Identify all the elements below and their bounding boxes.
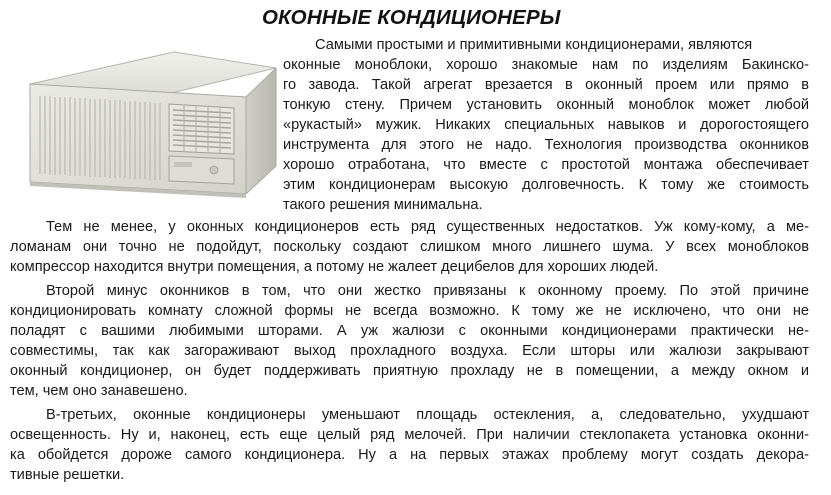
text-line: такого решения минимальна. xyxy=(283,197,483,213)
text-line: этим кондиционерам высокую долговечность. К тому же стоимость xyxy=(283,177,809,193)
text-line: освещенность. Ну и, наконец, есть еще целый ряд мелочей. При наличии стеклопакета установка оконни- xyxy=(10,427,809,443)
text-line: «рукастый» мужик. Никаких специальных навыков и дорогостоящего xyxy=(283,117,809,133)
text-line: тивные решетки. xyxy=(10,467,125,483)
text-line: поладят с вашими любимыми шторами. А уж жалюзи с оконными кондиционерами практически не- xyxy=(10,323,809,339)
article-title: ОКОННЫЕ КОНДИЦИОНЕРЫ xyxy=(262,6,561,29)
window-air-conditioner-icon xyxy=(24,44,279,214)
text-line: оконные моноблоки, хорошо знакомые нам по изделиям Бакинско- xyxy=(283,57,809,73)
text-line: Самыми простыми и примитивными кондиционерами, являются xyxy=(315,37,753,53)
text-line: хорошо отработана, что вместе с простотой монтажа обеспечивает xyxy=(283,157,809,173)
text-line: ломанам они точно не подойдут, поскольку создают слишком много лишнего шума. У всех моноблоков xyxy=(10,239,809,255)
text-line: тем, чем оно занавешено. xyxy=(10,383,188,399)
text-line: совместимы, так как загораживают выход прохладного воздуха. Если шторы или жалюзи закрывают xyxy=(10,343,809,359)
text-line: ка обойдется дороже самого кондиционера. Ну а на первых этажах проблему могут создать декора- xyxy=(10,447,809,463)
text-line: оконный кондиционер, он будет поддерживать приятную прохладу не в помещении, а между окном и xyxy=(10,363,809,379)
text-line: компрессор находится внутри помещения, а потому не жалеет децибелов для хороших людей. xyxy=(10,259,659,275)
text-line: инструмента для этого не надо. Технология производства оконников xyxy=(283,137,809,153)
text-line: кондиционировать комнату сложной формы не всегда возможно. К тому же не исключено, что они не xyxy=(10,303,809,319)
text-line: тонкую стену. Причем установить оконный моноблок может любой xyxy=(283,97,809,113)
text-line: Тем не менее, у оконных кондиционеров есть ряд существенных недостатков. Уж кому-кому, а ме- xyxy=(46,219,809,235)
text-line: го завода. Такой агрегат врезается в оконный проем или прямо в xyxy=(283,77,809,93)
text-line: В-третьих, оконные кондиционеры уменьшают площадь остекления, а, следовательно, ухудшают xyxy=(46,407,809,423)
text-line: Второй минус оконников в том, что они жестко привязаны к оконному проему. По этой причине xyxy=(46,283,809,299)
